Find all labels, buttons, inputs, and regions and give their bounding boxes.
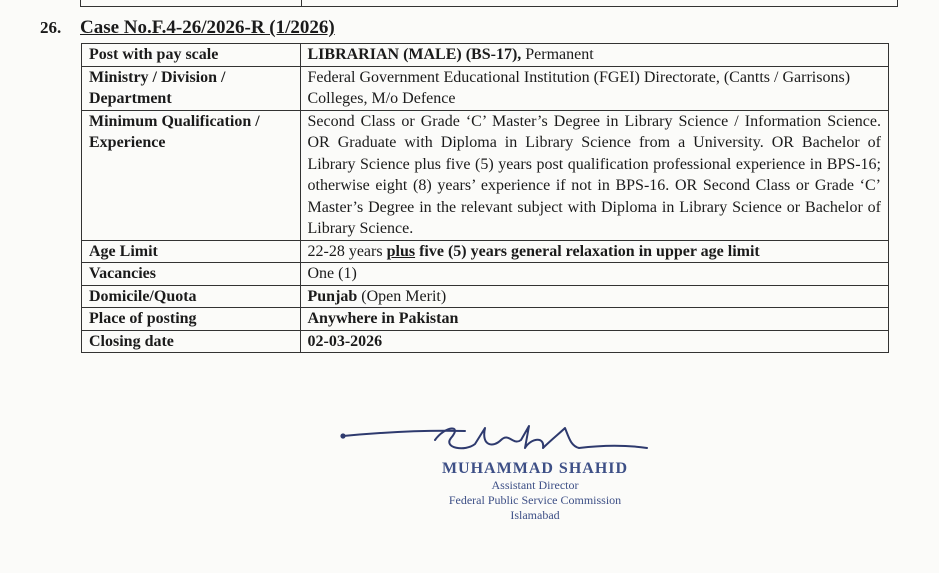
job-details-table (81, 43, 889, 353)
table-row (82, 308, 889, 331)
domicile-label: Domicile/Quota (82, 285, 301, 308)
table-row (82, 263, 889, 286)
post-title: LIBRARIAN (MALE) (BS-17), (307, 46, 522, 63)
official-stamp (415, 460, 655, 523)
ministry-label: Ministry / Division / Department (82, 66, 301, 110)
domicile-value (300, 285, 889, 308)
age-limit-label: Age Limit (82, 240, 301, 263)
vacancies-value: One (1) (300, 263, 889, 286)
case-number: 26. (40, 18, 62, 37)
domicile-quota: (Open Merit) (357, 287, 447, 305)
post-type: Permanent (521, 46, 594, 63)
signatory-organization: Federal Public Service Commission (448, 493, 622, 507)
signatory-name: MUHAMMAD SHAHID (441, 460, 629, 477)
vacancies-label: Vacancies (82, 263, 301, 286)
table-row (82, 330, 889, 353)
age-relaxation: five (5) years general relaxation in upper age limit (415, 242, 760, 260)
age-range: 22-28 years (307, 242, 387, 260)
age-limit-value (300, 240, 889, 263)
domicile-province: Punjab (307, 287, 358, 305)
table-row (82, 44, 889, 67)
signatory-designation: Assistant Director (491, 478, 579, 492)
qualification-label: Minimum Qualification / Experience (82, 110, 301, 240)
age-plus: plus (386, 242, 416, 260)
closing-date-value: 02-03-2026 (300, 330, 889, 353)
post-label: Post with pay scale (82, 44, 301, 67)
table-row (82, 110, 889, 240)
posting-value: Anywhere in Pakistan (300, 308, 889, 331)
table-row (82, 240, 889, 263)
table-row (82, 66, 889, 110)
previous-table-bottom-edge (80, 0, 898, 7)
signatory-city: Islamabad (510, 508, 560, 522)
qualification-value: Second Class or Grade ‘C’ Master’s Degree in Library Science / Information Science. OR Graduate with Diploma in Library Science from a University. OR Bachelor of Library Science plus five (5) years post qualification professional experience in BPS-16; otherwise eight (8) years’ experience if not in BPS-16. OR Second Class or Grade ‘C’ Master’s Degree in the relevant subject with Diploma in Library Science or Bachelor of Library Science. (300, 110, 889, 240)
case-title: Case No.F.4-26/2026-R (1/2026) (80, 17, 335, 38)
handwritten-signature (335, 418, 655, 466)
closing-date-label: Closing date (82, 330, 301, 353)
post-value (300, 44, 889, 67)
posting-label: Place of posting (82, 308, 301, 331)
ministry-value: Federal Government Educational Institution (FGEI) Directorate, (Cantts / Garrisons) Colleges, M/o Defence (300, 66, 889, 110)
table-row (82, 285, 889, 308)
